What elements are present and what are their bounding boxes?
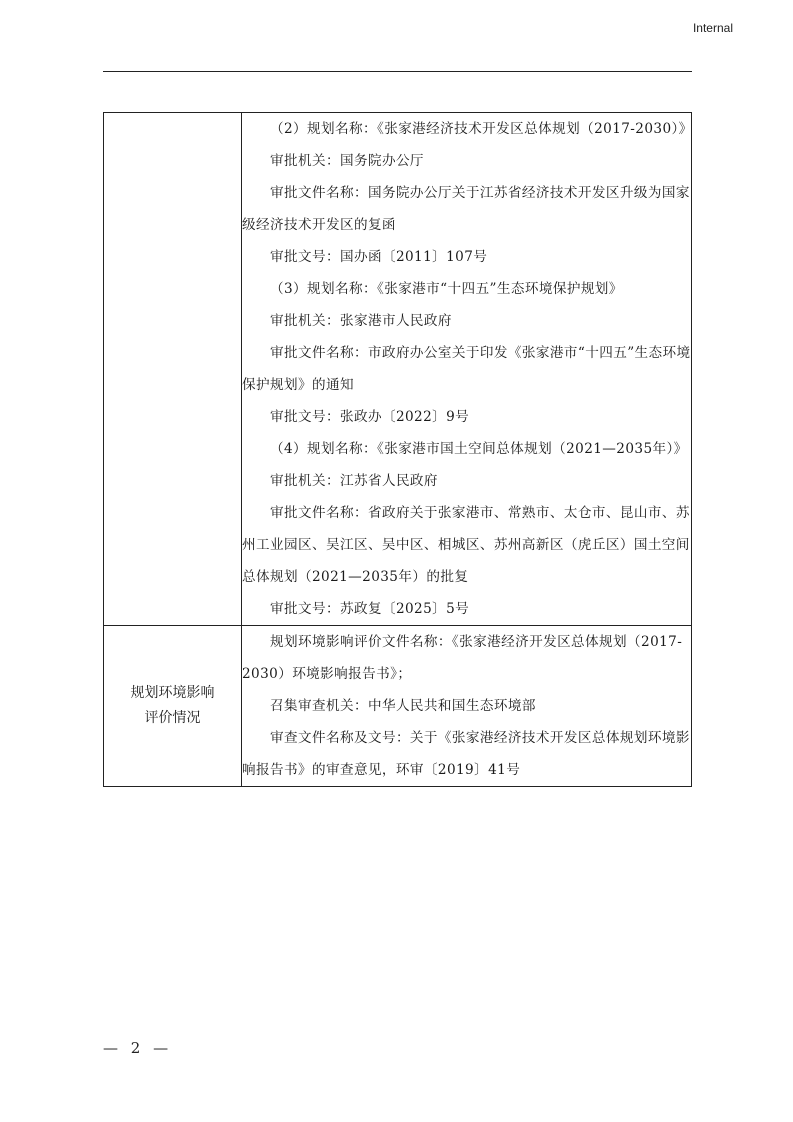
eia-file-name: 规划环境影响评价文件名称：《张家港经济开发区总体规划（2017-2030）环境影响报告书》；: [242, 634, 683, 682]
plan-3-doc-number: 审批文号：张政办〔2022〕9号: [270, 409, 470, 425]
approval-details-cell: [242, 113, 692, 626]
plan-3-document: 审批文件名称：市政府办公室关于印发《张家港市“十四五”生态环境保护规划》的通知: [242, 345, 691, 393]
table-row: [104, 113, 692, 626]
eia-details-cell: [242, 626, 692, 787]
eia-review-document: 审查文件名称及文号：关于《张家港经济技术开发区总体规划环境影响报告书》的审查意见，环审〔2019〕41号: [242, 730, 690, 778]
plan-3-name: （3）规划名称：《张家港市“十四五”生态环境保护规划》: [270, 281, 623, 297]
plan-4-document: 审批文件名称：省政府关于张家港市、常熟市、太仓市、昆山市、苏州工业园区、吴江区、吴中区、相城区、苏州高新区（虎丘区）国土空间总体规划（2021—2035年）的批复: [242, 505, 690, 585]
row-label-eia-line2: 评价情况: [144, 710, 201, 726]
plan-4-authority: 审批机关：江苏省人民政府: [270, 473, 438, 489]
plan-2-doc-number: 审批文号：国办函〔2011〕107号: [270, 249, 488, 265]
classification-label: Internal: [692, 21, 733, 35]
plan-2-name: （2）规划名称：《张家港经济技术开发区总体规划（2017-2030）》: [270, 121, 693, 137]
table-row: [104, 626, 692, 787]
plan-4-doc-number: 审批文号：苏政复〔2025〕5号: [270, 601, 470, 617]
plan-2-authority: 审批机关：国务院办公厅: [270, 153, 424, 169]
row-label-cell-empty: [104, 113, 242, 626]
header-rule: [103, 71, 692, 72]
row-label-eia-line1: 规划环境影响: [130, 685, 215, 701]
plan-2-document: 审批文件名称：国务院办公厅关于江苏省经济技术开发区升级为国家级经济技术开发区的复函: [242, 185, 690, 233]
page-number: — 2 —: [103, 1039, 173, 1057]
plan-4-name: （4）规划名称：《张家港市国土空间总体规划（2021—2035年）》: [270, 441, 688, 457]
eia-convening-authority: 召集审查机关：中华人民共和国生态环境部: [270, 698, 536, 714]
plan-3-authority: 审批机关：张家港市人民政府: [270, 313, 452, 329]
planning-info-table: [103, 112, 692, 787]
row-label-eia: [104, 626, 242, 787]
